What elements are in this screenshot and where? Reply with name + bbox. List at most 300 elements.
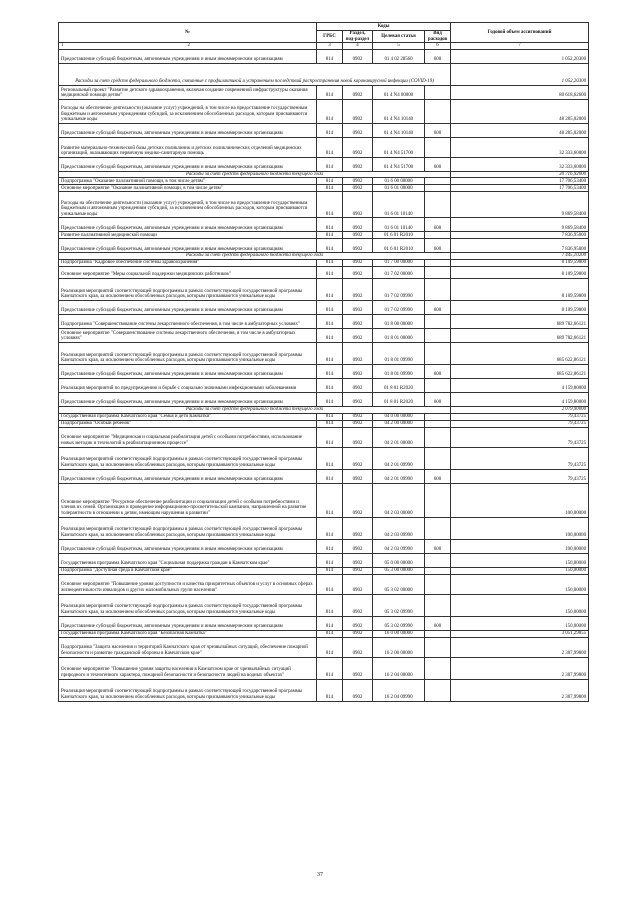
row-grbs: 814	[317, 218, 343, 232]
row-target: 01 6 00 00000	[373, 178, 425, 185]
row-grbs: 814	[317, 342, 343, 364]
row-type	[425, 447, 451, 469]
row-name: Основное мероприятие "Медицинская и социальная реабилитация детей с особыми потребностями, использование новых методик и технологий в реабилитационном процессе"	[59, 427, 317, 447]
row-amount: 685 622,86121	[451, 342, 589, 364]
row-type	[425, 574, 451, 594]
row-section: 0902	[343, 517, 373, 539]
row-grbs: 814	[317, 85, 343, 99]
row-target: 01 7 00 00000	[373, 259, 425, 266]
table-row	[59, 259, 589, 266]
row-type	[425, 328, 451, 342]
num-header: №	[59, 23, 317, 43]
table-row	[59, 574, 589, 594]
table-row	[59, 232, 589, 239]
row-section: 0902	[343, 483, 373, 517]
table-row	[59, 192, 589, 218]
row-target: 04 2 03 09990	[373, 517, 425, 539]
row-name: Основное мероприятие "Ресурсное обеспечение реабилитации и социализации детей с особыми потребностями и членов их семей. Организация и проведение информационно-просветительской кампании, направленной на развитие толерантности в отношении к детям, имеющим нарушения в развитии"	[59, 483, 317, 517]
row-grbs: 814	[317, 232, 343, 239]
note-text: Расходы за счет средств федерального бюджета текущего года	[59, 171, 451, 178]
row-section: 0902	[343, 679, 373, 701]
row-type: 600	[425, 364, 451, 378]
row-target: 05 3 02 00000	[373, 574, 425, 594]
row-target: 01 7 02 09990	[373, 278, 425, 300]
target-header: Целевая статья	[373, 31, 425, 43]
row-target: 05 0 00 00000	[373, 553, 425, 567]
row-type	[425, 378, 451, 392]
row-section: 0902	[343, 328, 373, 342]
row-name: Предоставление субсидий бюджетным, автономным учреждениям и иным некоммерческим организациям	[59, 616, 317, 630]
row-section: 0902	[343, 447, 373, 469]
row-grbs: 814	[317, 574, 343, 594]
row-name: Предоставление субсидий бюджетным, автономным учреждениям и иным некоммерческим организациям	[59, 364, 317, 378]
row-name: Реализация мероприятий соответствующей подпрограммы в рамках соответствующей государственной программы Камчатского края, за исключением обособленных расходов, которым присваиваются уникальные коды	[59, 679, 317, 701]
row-name: Предоставление субсидий бюджетным, автономным учреждениям и иным некоммерческим организациям	[59, 469, 317, 483]
row-target: 01 8 01 09990	[373, 364, 425, 378]
grbs-header: ГРБС	[317, 31, 343, 43]
note-amount: 1 052,20300	[451, 63, 589, 85]
note-amount: 7 445,10200	[451, 253, 589, 260]
row-section: 0902	[343, 637, 373, 657]
row-type	[425, 567, 451, 574]
row-amount: 150,00000	[451, 594, 589, 616]
row-section: 0902	[343, 314, 373, 328]
row-amount: 7 836,95000	[451, 239, 589, 253]
table-row	[59, 328, 589, 342]
row-section: 0902	[343, 427, 373, 447]
row-amount: 2 307,99800	[451, 679, 589, 701]
row-amount: 150,00000	[451, 567, 589, 574]
row-type	[425, 594, 451, 616]
row-target: 01 8 01 00000	[373, 328, 425, 342]
row-amount: 100,00000	[451, 483, 589, 517]
table-row	[59, 278, 589, 300]
row-target: 16 0 00 00000	[373, 630, 425, 637]
row-target: 01 7 02 00000	[373, 266, 425, 278]
row-amount: 689 782,66121	[451, 314, 589, 328]
row-amount: 79,43725	[451, 447, 589, 469]
table-row	[59, 630, 589, 637]
row-amount: 689 782,66121	[451, 328, 589, 342]
table-row	[59, 594, 589, 616]
row-grbs: 814	[317, 630, 343, 637]
row-target: 01 6 01 R2010	[373, 232, 425, 239]
row-name: Расходы на обеспечение деятельности (оказание услуг) учреждений, в том числе на предоставление государственным бюджетным и автономным учреждениям субсидий, за исключением обособленных расходов, которым присваиваются уникальные коды	[59, 192, 317, 218]
row-type	[425, 266, 451, 278]
row-target: 01 4 N4 51700	[373, 157, 425, 171]
table-row	[59, 427, 589, 447]
row-target: 04 2 03 00000	[373, 483, 425, 517]
row-grbs: 814	[317, 364, 343, 378]
colnum-5: 5	[373, 43, 425, 50]
row-target: 04 0 00 00000	[373, 413, 425, 420]
row-type	[425, 178, 451, 185]
row-target: 01 4 N4 51700	[373, 137, 425, 157]
row-grbs: 814	[317, 328, 343, 342]
row-grbs: 814	[317, 413, 343, 420]
row-grbs: 814	[317, 378, 343, 392]
row-name: Предоставление субсидий бюджетным, автономным учреждениям и иным некоммерческим организациям	[59, 157, 317, 171]
row-name: Подпрограмма "Оказание паллиативной помощи, в том числе детям"	[59, 178, 317, 185]
row-type	[425, 85, 451, 99]
table-row	[59, 123, 589, 137]
row-amount: 1 052,20300	[451, 49, 589, 63]
row-section: 0902	[343, 553, 373, 567]
row-amount: 79,43725	[451, 427, 589, 447]
budget-sheet	[58, 22, 588, 702]
column-number-row	[59, 43, 589, 50]
row-type	[425, 517, 451, 539]
table-row	[59, 517, 589, 539]
row-section: 0902	[343, 567, 373, 574]
row-grbs: 814	[317, 420, 343, 427]
note-amount: 2 079,90000	[451, 406, 589, 413]
row-section: 0902	[343, 178, 373, 185]
row-section: 0902	[343, 137, 373, 157]
row-amount: 48 285,02000	[451, 123, 589, 137]
row-name: Предоставление субсидий бюджетным, автономным учреждениям и иным некоммерческим организациям	[59, 218, 317, 232]
row-amount: 100,00000	[451, 517, 589, 539]
row-section: 0902	[343, 192, 373, 218]
row-amount: 3 051,29855	[451, 630, 589, 637]
table-header	[59, 23, 589, 50]
colnum-7: 7	[451, 43, 589, 50]
table-row	[59, 239, 589, 253]
row-grbs: 814	[317, 637, 343, 657]
amount-header: Годовой объем ассигнований	[451, 23, 589, 43]
table-row	[59, 185, 589, 192]
row-name: Развитие паллиативной медицинской помощи	[59, 232, 317, 239]
table-row	[59, 483, 589, 517]
federal-funds-note-row	[59, 406, 589, 413]
note-amount: 30 716,92000	[451, 171, 589, 178]
row-amount: 150,00000	[451, 616, 589, 630]
row-type	[425, 679, 451, 701]
row-type	[425, 278, 451, 300]
table-row	[59, 567, 589, 574]
table-row	[59, 364, 589, 378]
row-type: 600	[425, 157, 451, 171]
row-target: 05 3 00 00000	[373, 567, 425, 574]
row-type	[425, 427, 451, 447]
row-name: Предоставление субсидий бюджетным, автономным учреждениям и иным некоммерческим организациям	[59, 123, 317, 137]
row-name: Государственная программа Камчатского края "Семья и дети Камчатки"	[59, 413, 317, 420]
row-target: 16 2 04 09990	[373, 679, 425, 701]
table-row	[59, 679, 589, 701]
row-section: 0902	[343, 185, 373, 192]
row-name: Реализация мероприятий по предупреждению и борьбе с социально значимыми инфекционными заболеваниями	[59, 378, 317, 392]
row-amount: 17 706,53400	[451, 178, 589, 185]
row-amount: 48 285,02000	[451, 99, 589, 123]
row-type	[425, 342, 451, 364]
row-name: Основное мероприятие "Меры социальной поддержки медицинских работников"	[59, 266, 317, 278]
table-body	[59, 49, 589, 701]
row-section: 0902	[343, 574, 373, 594]
row-type	[425, 232, 451, 239]
row-section: 0902	[343, 300, 373, 314]
row-grbs: 814	[317, 259, 343, 266]
row-amount: 8 109,59800	[451, 259, 589, 266]
table-row	[59, 218, 589, 232]
row-grbs: 814	[317, 185, 343, 192]
row-amount: 4 159,80000	[451, 392, 589, 406]
colnum-3: 3	[317, 43, 343, 50]
row-type	[425, 99, 451, 123]
row-amount: 150,00000	[451, 553, 589, 567]
colnum-1-2: 1 2	[59, 43, 317, 50]
row-section: 0902	[343, 378, 373, 392]
row-type	[425, 314, 451, 328]
row-type: 600	[425, 239, 451, 253]
row-target: 04 2 03 09990	[373, 539, 425, 553]
colnum-4: 4	[343, 43, 373, 50]
row-grbs: 814	[317, 300, 343, 314]
row-grbs: 814	[317, 123, 343, 137]
row-grbs: 814	[317, 314, 343, 328]
row-type: 600	[425, 469, 451, 483]
row-name: Основное мероприятие "Повышение уровня доступности и качества приоритетных объектов и услуг в основных сферах жизнедеятельности инвалидов и других маломобильных групп населения"	[59, 574, 317, 594]
row-type	[425, 420, 451, 427]
row-grbs: 814	[317, 157, 343, 171]
row-type	[425, 483, 451, 517]
table-row	[59, 420, 589, 427]
row-target: 01 6 01 R2010	[373, 239, 425, 253]
row-target: 01 4 02 28560	[373, 49, 425, 63]
row-amount: 8 109,59800	[451, 266, 589, 278]
table-row	[59, 266, 589, 278]
row-section: 0902	[343, 157, 373, 171]
row-section: 0902	[343, 616, 373, 630]
table-row	[59, 314, 589, 328]
note-text: Расходы за счет средств федерального бюджета текущего года	[59, 406, 451, 413]
row-grbs: 814	[317, 178, 343, 185]
table-row	[59, 616, 589, 630]
row-type: 600	[425, 123, 451, 137]
row-section: 0902	[343, 266, 373, 278]
row-grbs: 814	[317, 137, 343, 157]
row-section: 0902	[343, 413, 373, 420]
row-section: 0902	[343, 278, 373, 300]
row-name: Основное мероприятие "Повышение уровня защиты населения в Камчатском крае от чрезвычайных ситуаций природного и техногенного характера, пожарной безопасности и безопасности людей на водных объектах"	[59, 657, 317, 679]
row-target: 01 7 02 09990	[373, 300, 425, 314]
row-type	[425, 137, 451, 157]
row-grbs: 814	[317, 616, 343, 630]
row-section: 0902	[343, 630, 373, 637]
row-target: 05 3 02 09990	[373, 616, 425, 630]
row-name: Реализация мероприятий соответствующей подпрограммы в рамках соответствующей государственной программы Камчатского края, за исключением обособленных расходов, которым присваиваются уникальные коды	[59, 342, 317, 364]
row-grbs: 814	[317, 553, 343, 567]
row-grbs: 814	[317, 517, 343, 539]
table-row	[59, 469, 589, 483]
row-section: 0902	[343, 218, 373, 232]
row-type: 600	[425, 392, 451, 406]
row-grbs: 814	[317, 392, 343, 406]
row-name: Подпрограмма "Кадровое обеспечение системы здравоохранения"	[59, 259, 317, 266]
row-target: 01 6 01 10140	[373, 192, 425, 218]
row-name: Государственная программа Камчатского края "Социальная поддержка граждан в Камчатском крае"	[59, 553, 317, 567]
row-name: Реализация мероприятий соответствующей подпрограммы в рамках соответствующей государственной программы Камчатского края, за исключением обособленных расходов, которым присваиваются уникальные коды	[59, 517, 317, 539]
row-grbs: 814	[317, 483, 343, 517]
federal-funds-note-row	[59, 63, 589, 85]
row-amount: 685 622,86121	[451, 364, 589, 378]
codes-header: Коды	[317, 23, 451, 31]
table-row	[59, 413, 589, 420]
row-name: Подпрограмма "Особый ребенок"	[59, 420, 317, 427]
row-name: Предоставление субсидий бюджетным, автономным учреждениям и иным некоммерческим организациям	[59, 239, 317, 253]
row-grbs: 814	[317, 679, 343, 701]
row-section: 0902	[343, 232, 373, 239]
row-grbs: 814	[317, 567, 343, 574]
row-name: Подпрограмма "Защита населения и территорий Камчатского края от чрезвычайных ситуаций, обеспечение пожарной безопасности и развитие гражданской обороны в Камчатском крае"	[59, 637, 317, 657]
row-type	[425, 657, 451, 679]
row-type: 600	[425, 616, 451, 630]
row-target: 01 8 01 R2020	[373, 392, 425, 406]
colnum-6: 6	[425, 43, 451, 50]
federal-funds-note-row	[59, 171, 589, 178]
row-name: Предоставление субсидий бюджетным, автономным учреждениям и иным некоммерческим организациям	[59, 539, 317, 553]
row-amount: 100,00000	[451, 539, 589, 553]
table-row	[59, 553, 589, 567]
row-grbs: 814	[317, 49, 343, 63]
row-target: 04 2 01 09990	[373, 447, 425, 469]
row-section: 0902	[343, 123, 373, 137]
row-amount: 79,43725	[451, 469, 589, 483]
row-target: 01 8 01 R2020	[373, 378, 425, 392]
row-grbs: 814	[317, 594, 343, 616]
table-row	[59, 300, 589, 314]
row-section: 0902	[343, 85, 373, 99]
table-row	[59, 637, 589, 657]
row-name: Основное мероприятие "Совершенствование системы лекарственного обеспечения, в том числе в амбулаторных условиях"	[59, 328, 317, 342]
row-type: 600	[425, 218, 451, 232]
section-header: Раздел, под-раздел	[343, 31, 373, 43]
row-type	[425, 413, 451, 420]
row-type: 600	[425, 300, 451, 314]
row-target: 04 2 01 09990	[373, 469, 425, 483]
row-type	[425, 553, 451, 567]
row-section: 0902	[343, 342, 373, 364]
federal-funds-note-row	[59, 253, 589, 260]
row-grbs: 814	[317, 278, 343, 300]
row-section: 0902	[343, 420, 373, 427]
row-grbs: 814	[317, 99, 343, 123]
row-target: 01 8 01 09990	[373, 342, 425, 364]
budget-table	[58, 22, 589, 702]
table-row	[59, 539, 589, 553]
row-amount: 79,43725	[451, 420, 589, 427]
row-amount: 150,00000	[451, 574, 589, 594]
row-target: 01 4 N4 10140	[373, 123, 425, 137]
row-name: Развитие материально-технической базы детских поликлиник и детских поликлинических отделений медицинских организаций, оказывающих первичную медико-санитарную помощь	[59, 137, 317, 157]
row-section: 0902	[343, 594, 373, 616]
row-section: 0902	[343, 657, 373, 679]
row-name: Региональный проект "Развитие детского здравоохранения, включая создание современной инфраструктуры оказания медицинской помощи детям"	[59, 85, 317, 99]
type-header: Вид расходов	[425, 31, 451, 43]
table-row	[59, 342, 589, 364]
row-section: 0902	[343, 259, 373, 266]
row-section: 0902	[343, 364, 373, 378]
row-amount: 7 836,95000	[451, 232, 589, 239]
row-amount: 2 307,99800	[451, 657, 589, 679]
row-target: 01 8 00 00000	[373, 314, 425, 328]
row-type: 600	[425, 49, 451, 63]
row-name: Государственная программа Камчатского края "Безопасная Камчатка"	[59, 630, 317, 637]
row-name: Реализация мероприятий соответствующей подпрограммы в рамках соответствующей государственной программы Камчатского края, за исключением обособленных расходов, которым присваиваются уникальные коды	[59, 278, 317, 300]
row-amount: 8 109,59800	[451, 278, 589, 300]
note-text: Расходы за счет средств федерального бюджета текущего года	[59, 253, 451, 260]
row-amount: 17 706,53400	[451, 185, 589, 192]
row-section: 0902	[343, 99, 373, 123]
note-text: Расходы за счет средств федерального бюджета, связанные с профилактикой и устранением последствий распространения новой коронавирусной инфекции (COVID-19)	[59, 63, 451, 85]
table-row	[59, 49, 589, 63]
row-type	[425, 637, 451, 657]
table-row	[59, 99, 589, 123]
row-amount: 8 109,59800	[451, 300, 589, 314]
row-target: 01 6 01 10140	[373, 218, 425, 232]
row-name: Предоставление субсидий бюджетным, автономным учреждениям и иным некоммерческим организациям	[59, 49, 317, 63]
row-name: Подпрограмма "Совершенствование системы лекарственного обеспечения, в том числе в амбулаторных условиях"	[59, 314, 317, 328]
row-grbs: 814	[317, 539, 343, 553]
row-amount: 9 869,58400	[451, 192, 589, 218]
row-type: 600	[425, 539, 451, 553]
row-type	[425, 259, 451, 266]
row-amount: 2 307,99800	[451, 637, 589, 657]
row-grbs: 814	[317, 447, 343, 469]
table-row	[59, 392, 589, 406]
row-target: 04 2 00 00000	[373, 420, 425, 427]
row-name: Расходы на обеспечение деятельности (оказание услуг) учреждений, в том числе на предоставление государственным бюджетным и автономным учреждениям субсидий, за исключением обособленных расходов, которым присваиваются уникальные коды	[59, 99, 317, 123]
row-amount: 79,43725	[451, 413, 589, 420]
table-row	[59, 378, 589, 392]
row-target: 05 3 02 09990	[373, 594, 425, 616]
row-section: 0902	[343, 239, 373, 253]
row-grbs: 814	[317, 266, 343, 278]
row-amount: 32 333,60000	[451, 137, 589, 157]
row-type	[425, 185, 451, 192]
row-type	[425, 192, 451, 218]
row-target: 04 2 01 00000	[373, 427, 425, 447]
table-row	[59, 657, 589, 679]
row-name: Предоставление субсидий бюджетным, автономным учреждениям и иным некоммерческим организациям	[59, 392, 317, 406]
table-row	[59, 178, 589, 185]
row-amount: 9 869,58400	[451, 218, 589, 232]
row-section: 0902	[343, 469, 373, 483]
row-name: Предоставление субсидий бюджетным, автономным учреждениям и иным некоммерческим организациям	[59, 300, 317, 314]
row-grbs: 814	[317, 469, 343, 483]
table-row	[59, 157, 589, 171]
row-grbs: 814	[317, 427, 343, 447]
page-number: 37	[317, 872, 323, 878]
row-target: 01 4 N4 10140	[373, 99, 425, 123]
row-grbs: 814	[317, 657, 343, 679]
row-target: 01 4 N4 00000	[373, 85, 425, 99]
row-amount: 80 618,62600	[451, 85, 589, 99]
table-row	[59, 447, 589, 469]
row-name: Реализация мероприятий соответствующей подпрограммы в рамках соответствующей государственной программы Камчатского края, за исключением обособленных расходов, которым присваиваются уникальные коды	[59, 594, 317, 616]
row-amount: 32 333,60000	[451, 157, 589, 171]
row-target: 01 6 01 00000	[373, 185, 425, 192]
table-row	[59, 85, 589, 99]
row-target: 16 2 04 00000	[373, 657, 425, 679]
table-row	[59, 137, 589, 157]
row-grbs: 814	[317, 239, 343, 253]
row-name: Основное мероприятие "Оказание паллиативной помощи, в том числе детям"	[59, 185, 317, 192]
row-type	[425, 630, 451, 637]
row-name: Подпрограмма "Доступная среда в Камчатском крае"	[59, 567, 317, 574]
row-amount: 4 159,80000	[451, 378, 589, 392]
row-target: 16 2 00 00000	[373, 637, 425, 657]
row-name: Реализация мероприятий соответствующей подпрограммы в рамках соответствующей государственной программы Камчатского края, за исключением обособленных расходов, которым присваиваются уникальные коды	[59, 447, 317, 469]
